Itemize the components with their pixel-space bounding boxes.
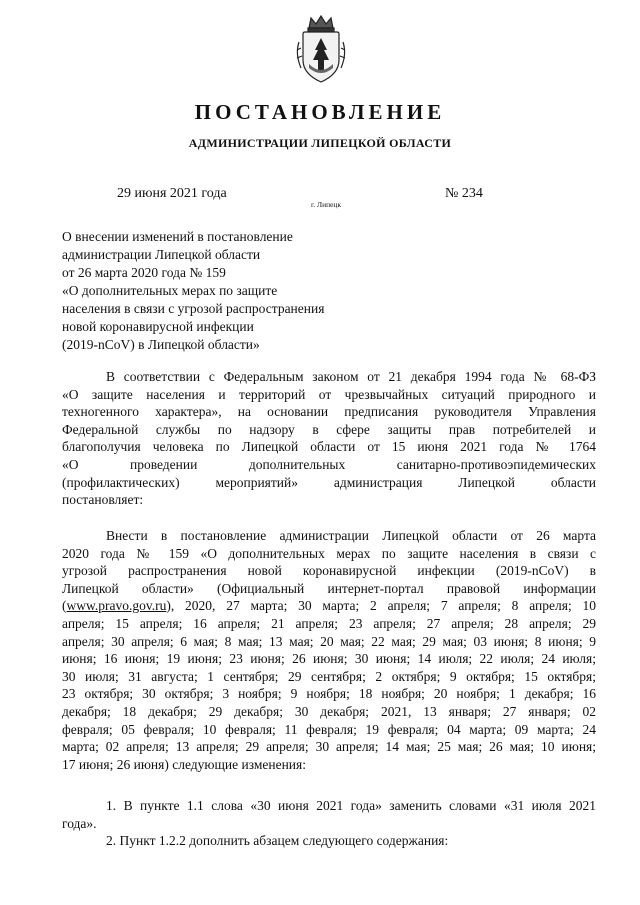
subject-line: (2019-nCoV) в Липецкой области» — [62, 337, 260, 352]
body-line: февраля; 05 февраля; 10 февраля; 11 февраля; 19 февраля; 04 марта; 09 марта; 24 — [62, 721, 596, 737]
amendment-item-2: 2. Пункт 1.2.2 дополнить абзацем следующего содержания: — [106, 833, 449, 849]
amendment-item-1: 1. В пункте 1.1 слова «30 июня 2021 года» заменить словами «31 июля 2021 — [106, 798, 596, 813]
body-line: 2020 года № 159 «О дополнительных мерах по защите населения в связи с — [62, 545, 596, 561]
preamble-line: Федеральной службы по надзору в сфере защиты прав потребителей и — [62, 421, 596, 437]
amendments-list — [62, 797, 596, 850]
document-subject — [62, 228, 324, 354]
preamble-line: В соответствии с Федеральным законом от 21 декабря 1994 года № 68-ФЗ — [106, 369, 596, 384]
body-line: июня; 16 июня; 19 июня; 23 июня; 26 июня; 30 июня; 14 июля; 22 июля; 24 июля; — [62, 651, 596, 667]
subject-line: населения в связи с угрозой распространения — [62, 301, 325, 316]
amendment-item-1-continued: года». — [62, 815, 97, 831]
body-line: угрозой распространения новой коронавирусной инфекции (2019-nCoV) в — [62, 563, 596, 579]
document-number: № 234 — [445, 186, 483, 201]
body-line-text: ), 2020, 27 марта; 30 марта; 2 апреля; 7 апреля; 8 апреля; 10 — [166, 598, 596, 614]
body-line: апреля; 15 апреля; 16 апреля; 21 апреля; 23 апреля; 27 апреля; 28 апреля; 29 — [62, 615, 596, 631]
coat-of-arms-icon — [293, 14, 349, 86]
body-line: Внести в постановление администрации Липецкой области от 26 марта — [106, 528, 596, 543]
subject-line: от 26 марта 2020 года № 159 — [62, 265, 226, 280]
preamble-paragraph — [62, 368, 596, 509]
subject-line: администрации Липецкой области — [62, 247, 261, 262]
document-title: ПОСТАНОВЛЕНИЕ — [194, 100, 446, 124]
body-line: (www.pravo.gov.ru), 2020, 27 марта; 30 марта; 2 апреля; 7 апреля; 8 апреля; 10 — [62, 598, 596, 614]
body-line: апреля; 30 апреля; 6 мая; 8 мая; 13 мая; 20 мая; 22 мая; 29 мая; 03 июня; 8 июня; 9 — [62, 633, 596, 649]
body-line: Липецкой области» (Официальный интернет-портал правовой информации — [62, 580, 596, 596]
body-line: 23 октября; 30 октября; 3 ноября; 9 ноября; 18 ноября; 20 ноября; 1 декабря; 16 — [62, 686, 596, 702]
body-line: декабря; 18 декабря; 29 декабря; 30 декабря; 2021, 13 января; 27 января; 02 — [62, 703, 596, 719]
preamble-line: (профилактических) мероприятий» администрация Липецкой области — [62, 474, 596, 490]
document-city: г. Липецк — [311, 200, 342, 209]
preamble-line: «О проведении дополнительных санитарно-противоэпидемических — [62, 456, 596, 472]
subject-line: новой коронавирусной инфекции — [62, 319, 254, 334]
body-line: марта; 02 апреля; 13 апреля; 29 апреля; 30 апреля; 14 мая; 25 мая; 26 мая; 10 июня; — [62, 739, 596, 755]
pravo-gov-link[interactable]: www.pravo.gov.ru — [66, 598, 167, 614]
preamble-line: постановляет: — [62, 492, 144, 508]
preamble-line: техногенного характера», на основании предписания руководителя Управления — [62, 404, 596, 420]
preamble-line: «О защите населения и территорий от чрезвычайных ситуаций природного и — [62, 386, 596, 402]
preamble-line: благополучия человека по Липецкой области от 15 июня 2021 года № 1764 — [62, 439, 596, 455]
issuing-authority: АДМИНИСТРАЦИИ ЛИПЕЦКОЙ ОБЛАСТИ — [188, 136, 452, 150]
subject-line: «О дополнительных мерах по защите — [62, 283, 278, 298]
body-line: 30 июля; 31 августа; 1 сентября; 29 сентября; 2 октября; 9 октября; 15 октября; — [62, 668, 596, 684]
main-paragraph — [62, 527, 596, 773]
body-line: 17 июня; 26 июня) следующие изменения: — [62, 756, 306, 772]
subject-line: О внесении изменений в постановление — [62, 229, 293, 244]
document-date: 29 июня 2021 года — [117, 186, 227, 201]
